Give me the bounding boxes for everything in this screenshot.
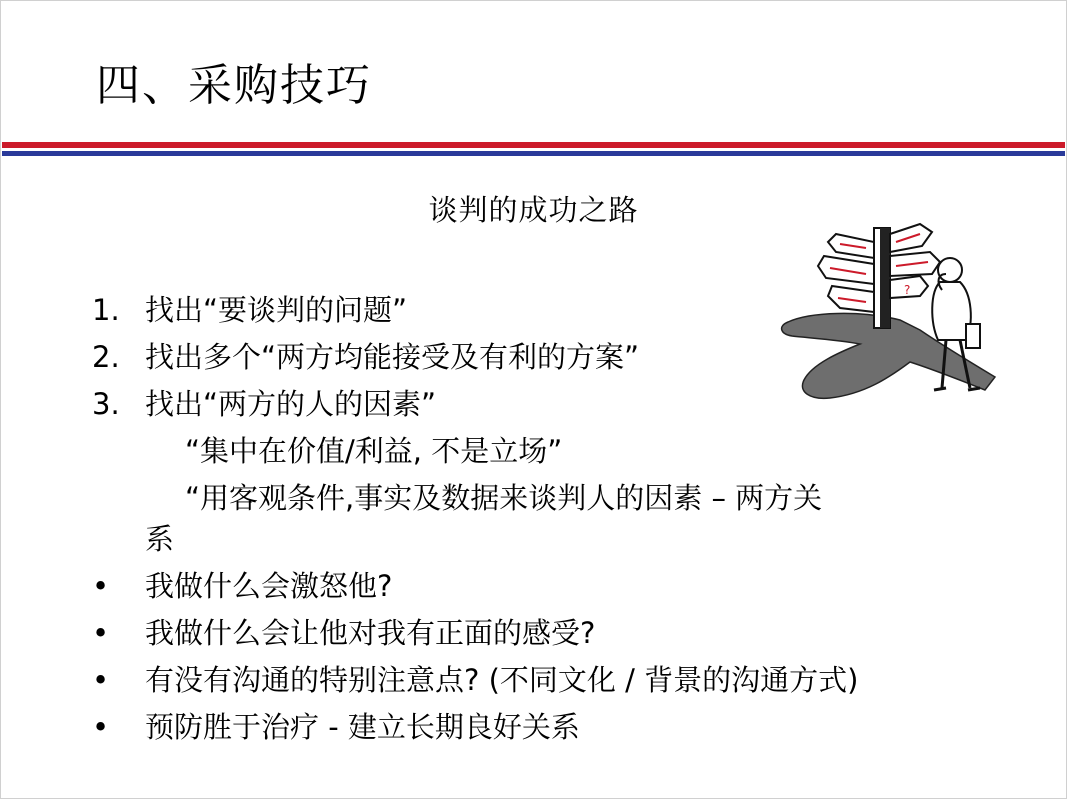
list-text: 找出“要谈判的问题” (145, 293, 408, 327)
bullet-marker: • (92, 569, 110, 603)
slide-subtitle: 谈判的成功之路 (428, 193, 639, 227)
svg-text:?: ? (904, 283, 911, 297)
sub-point: “用客观条件,事实及数据来谈判人的因素 – 两方关 (185, 481, 823, 515)
bullet-text: 我做什么会让他对我有正面的感受? (145, 616, 596, 650)
sub-point-continuation: 系 (145, 522, 175, 556)
bullet-marker: • (92, 710, 110, 744)
signpost-crossroads-person-icon (770, 212, 1005, 402)
header-rule-red (2, 142, 1065, 148)
list-number: 1. (92, 293, 120, 327)
header-rule-blue (2, 151, 1065, 156)
bullet-text: 有没有沟通的特别注意点? (不同文化 / 背景的沟通方式) (145, 663, 859, 697)
list-number: 2. (92, 340, 120, 374)
list-text: 找出“两方的人的因素” (145, 387, 437, 421)
slide-title: 四、采购技巧 (96, 60, 372, 111)
bullet-text: 我做什么会激怒他? (145, 569, 393, 603)
list-text: 找出多个“两方均能接受及有利的方案” (145, 340, 640, 374)
sub-point: “集中在价值/利益, 不是立场” (185, 434, 563, 468)
bullet-marker: • (92, 663, 110, 697)
bullet-marker: • (92, 616, 110, 650)
list-number: 3. (92, 387, 120, 421)
bullet-text: 预防胜于治疗 - 建立长期良好关系 (145, 710, 580, 744)
